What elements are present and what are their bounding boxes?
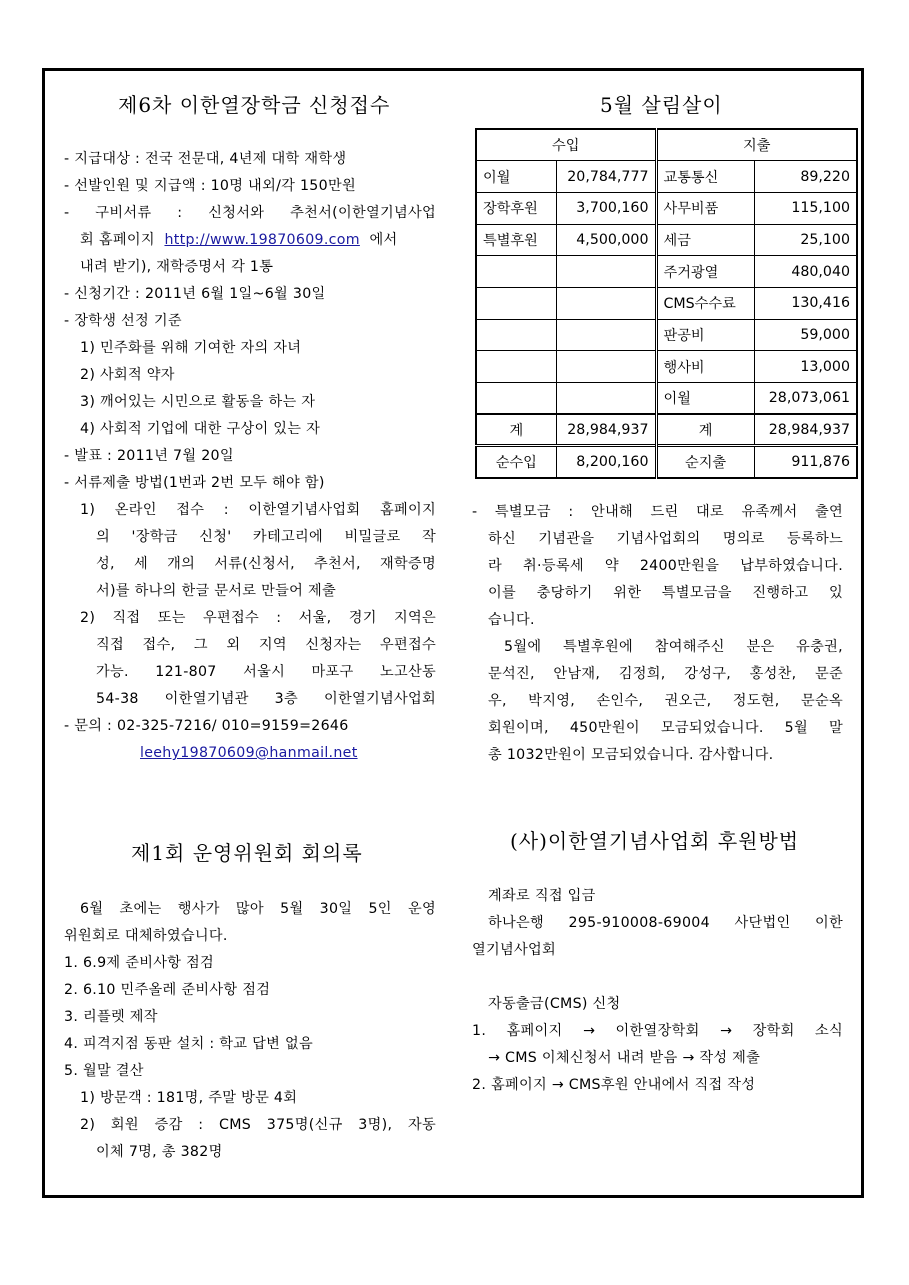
special-fund-line: 습니다. — [488, 612, 535, 628]
special-fund-line: 총 1032만원이 모금되었습니다. 감사합니다. — [488, 747, 774, 763]
criteria-item: 3) 깨어있는 시민으로 활동을 하는 자 — [80, 394, 316, 410]
special-fund-line: 하신 기념관을 기념사업회의 명의로 등록하느 — [488, 531, 843, 547]
income-amount — [556, 383, 656, 415]
scholarship-line: - 선발인원 및 지급액 : 10명 내외/각 150만원 — [64, 178, 356, 194]
income-item — [476, 256, 556, 288]
net-expense-amount: 911,876 — [754, 446, 857, 478]
support-line: → CMS 이체신청서 내려 받음 → 작성 제출 — [488, 1050, 761, 1066]
contact-email[interactable] — [140, 740, 358, 767]
meeting-line: 3. 리플렛 제작 — [64, 1009, 158, 1025]
table-row — [476, 161, 857, 193]
expense-amount: 25,100 — [754, 224, 857, 256]
expense-item: 이월 — [656, 383, 754, 415]
submission-line: 2) 직접 또는 우편접수 : 서울, 경기 지역은 — [80, 610, 436, 626]
meeting-line: 1) 방문객 : 181명, 주말 방문 4회 — [80, 1090, 298, 1106]
income-amount: 3,700,160 — [556, 192, 656, 224]
expense-total-amount: 28,984,937 — [754, 414, 857, 446]
budget-table — [475, 128, 858, 479]
income-item: 장학후원 — [476, 192, 556, 224]
income-total-label: 계 — [476, 414, 556, 446]
income-amount: 4,500,000 — [556, 224, 656, 256]
submission-line: 성, 세 개의 서류(신청서, 추천서, 재학증명 — [96, 556, 436, 572]
expense-amount: 130,416 — [754, 287, 857, 319]
income-item — [476, 351, 556, 383]
meeting-title: 제1회 운영위원회 회의록 — [131, 841, 363, 865]
expense-amount: 115,100 — [754, 192, 857, 224]
income-total-amount: 28,984,937 — [556, 414, 656, 446]
income-amount: 20,784,777 — [556, 161, 656, 193]
scholarship-line: - 신청기간 : 2011년 6월 1일~6월 30일 — [64, 286, 326, 302]
net-row — [476, 446, 857, 478]
expense-total-label: 계 — [656, 414, 754, 446]
net-income-amount: 8,200,160 — [556, 446, 656, 478]
homepage-suffix: 에서 — [369, 232, 398, 248]
income-amount — [556, 319, 656, 351]
support-line: 하나은행 295-910008-69004 사단법인 이한 — [488, 915, 843, 931]
submission-line: 서)를 하나의 한글 문서로 만들어 제출 — [96, 583, 336, 599]
support-title: (사)이한열기념사업회 후원방법 — [510, 829, 800, 853]
expense-item: 교통통신 — [656, 161, 754, 193]
special-fund-line: 문석진, 안남재, 김정희, 강성구, 홍성찬, 문준 — [488, 666, 843, 682]
submission-line: 가능. 121-807 서울시 마포구 노고산동 — [96, 664, 436, 680]
total-row — [476, 414, 857, 446]
table-row — [476, 192, 857, 224]
scholarship-line: - 지급대상 : 전국 전문대, 4년제 대학 재학생 — [64, 151, 347, 167]
meeting-line: 1. 6.9제 준비사항 점검 — [64, 955, 215, 971]
net-expense-label: 순지출 — [656, 446, 754, 478]
income-amount — [556, 256, 656, 288]
submission-line: 1) 온라인 접수 : 이한열기념사업회 홈페이지 — [80, 502, 436, 518]
scholarship-line: - 서류제출 방법(1번과 2번 모두 해야 함) — [64, 475, 325, 491]
scholarship-line: - 발표 : 2011년 7월 20일 — [64, 448, 234, 464]
expense-amount: 28,073,061 — [754, 383, 857, 415]
expense-item: CMS수수료 — [656, 287, 754, 319]
submission-line: 의 '장학금 신청' 카테고리에 비밀글로 작 — [96, 529, 436, 545]
submission-line: 직접 접수, 그 외 지역 신청자는 우편접수 — [96, 637, 436, 653]
income-item — [476, 319, 556, 351]
meeting-line: 2) 회원 증감 : CMS 375명(신규 3명), 자동 — [80, 1117, 436, 1133]
table-row — [476, 224, 857, 256]
income-header: 수입 — [476, 129, 656, 161]
submission-line: 54-38 이한열기념관 3층 이한열기념사업회 — [96, 691, 436, 707]
net-income-label: 순수입 — [476, 446, 556, 478]
meeting-line: 2. 6.10 민주올레 준비사항 점검 — [64, 982, 271, 998]
income-item: 특별후원 — [476, 224, 556, 256]
special-fund-line: 이를 충당하기 위한 특별모금을 진행하고 있 — [488, 585, 843, 601]
table-row — [476, 287, 857, 319]
email-link[interactable]: leehy19870609@hanmail.net — [140, 745, 358, 761]
support-line: 1. 홈페이지 → 이한열장학회 → 장학회 소식 — [472, 1023, 843, 1039]
scholarship-line: - 장학생 선정 기준 — [64, 313, 182, 329]
special-fund-line: 5월에 특별후원에 참여해주신 분은 유충권, — [504, 639, 843, 655]
support-line: 열기념사업회 — [472, 942, 557, 958]
contact-line: - 문의 : 02-325-7216/ 010=9159=2646 — [64, 718, 349, 734]
support-line: 2. 홈페이지 → CMS후원 안내에서 직접 작성 — [472, 1077, 756, 1093]
special-fund-line: - 특별모금 : 안내해 드린 대로 유족께서 출연 — [472, 504, 843, 520]
support-line: 자동출금(CMS) 신청 — [488, 996, 621, 1012]
income-item — [476, 383, 556, 415]
expense-item: 사무비품 — [656, 192, 754, 224]
meeting-line: 이체 7명, 총 382명 — [96, 1144, 223, 1160]
budget-title: 5월 살림살이 — [600, 93, 723, 117]
income-amount — [556, 351, 656, 383]
scholarship-line: 내려 받기), 재학증명서 각 1통 — [80, 259, 274, 275]
scholarship-title: 제6차 이한열장학금 신청접수 — [118, 93, 391, 117]
special-fund-line: 회원이며, 450만원이 모금되었습니다. 5월 말 — [488, 720, 843, 736]
meeting-line: 5. 월말 결산 — [64, 1063, 144, 1079]
scholarship-line — [80, 227, 398, 254]
homepage-link[interactable]: http://www.19870609.com — [164, 232, 360, 248]
expense-amount: 13,000 — [754, 351, 857, 383]
meeting-line: 4. 피격지점 동판 설치 : 학교 답변 없음 — [64, 1036, 313, 1052]
table-row — [476, 351, 857, 383]
expense-item: 행사비 — [656, 351, 754, 383]
expense-item: 판공비 — [656, 319, 754, 351]
expense-header: 지출 — [656, 129, 857, 161]
scholarship-line: - 구비서류 : 신청서와 추천서(이한열기념사업 — [64, 205, 436, 221]
criteria-item: 4) 사회적 기업에 대한 구상이 있는 자 — [80, 421, 321, 437]
expense-amount: 59,000 — [754, 319, 857, 351]
criteria-item: 2) 사회적 약자 — [80, 367, 175, 383]
table-header-row — [476, 129, 857, 161]
table-row — [476, 319, 857, 351]
table-row — [476, 383, 857, 415]
income-item — [476, 287, 556, 319]
table-row — [476, 256, 857, 288]
expense-amount: 480,040 — [754, 256, 857, 288]
criteria-item: 1) 민주화를 위해 기여한 자의 자녀 — [80, 340, 302, 356]
expense-amount: 89,220 — [754, 161, 857, 193]
special-fund-line: 우, 박지영, 손인수, 권오근, 정도현, 문순옥 — [488, 693, 843, 709]
special-fund-line: 라 취·등록세 약 2400만원을 납부하였습니다. — [488, 558, 843, 574]
meeting-line: 위원회로 대체하였습니다. — [64, 928, 228, 944]
expense-item: 세금 — [656, 224, 754, 256]
income-item: 이월 — [476, 161, 556, 193]
income-amount — [556, 287, 656, 319]
expense-item: 주거광열 — [656, 256, 754, 288]
homepage-label: 회 홈페이지 — [80, 232, 155, 248]
support-line: 계좌로 직접 입금 — [488, 888, 596, 904]
meeting-line: 6월 초에는 행사가 많아 5월 30일 5인 운영 — [80, 901, 436, 917]
